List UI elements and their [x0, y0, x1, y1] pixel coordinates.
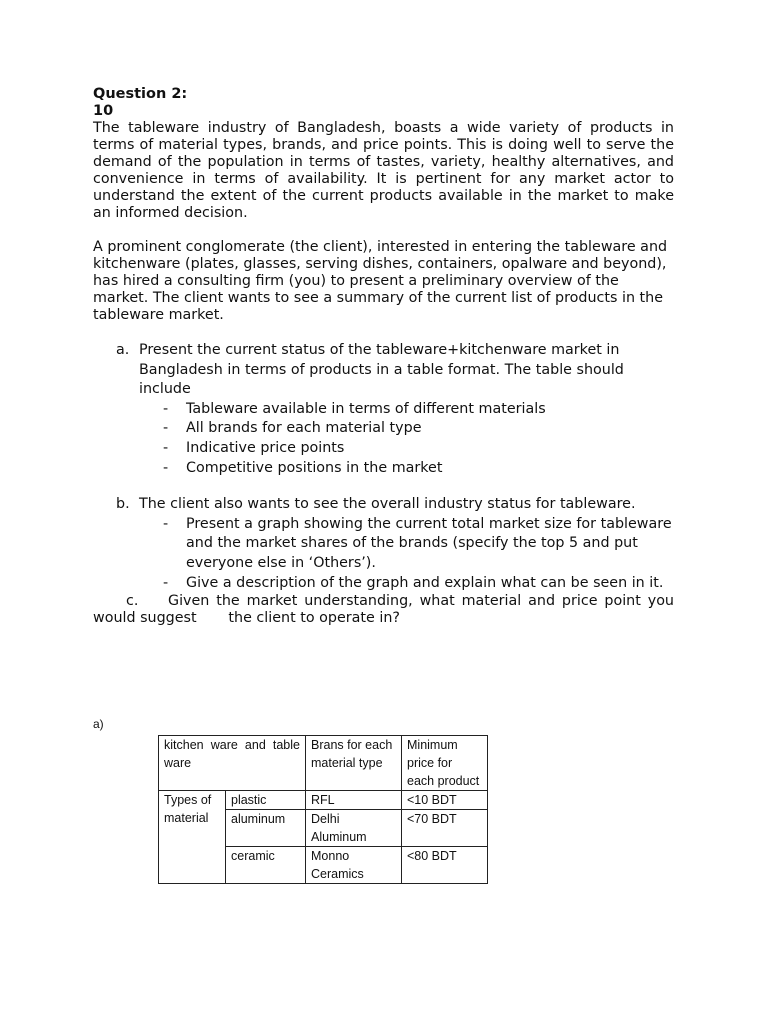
types-label: Types of material	[159, 791, 226, 884]
price-cell: <10 BDT	[402, 791, 488, 810]
item-a-bullets	[93, 400, 674, 478]
context-paragraph: A prominent conglomerate (the client), interested in entering the tableware and kitchenware (plates, glasses, serving dishes, containers, opalware and beyond), has hired a consulting firm (you) to present a preliminary overview of the market. The client wants to see a summary of the current list of products in the tableware market.	[93, 239, 668, 323]
table-row	[159, 791, 488, 810]
material-cell: ceramic	[226, 847, 306, 884]
item-a-marker: a.	[116, 342, 130, 358]
list-item: - Indicative price points	[163, 439, 345, 456]
material-cell: aluminum	[226, 810, 306, 847]
list-item: - Competitive positions in the market	[163, 459, 443, 476]
item-c-text-2: the client to operate in?	[228, 610, 400, 627]
item-a	[93, 341, 674, 478]
item-c-text-1: Given the market understanding, what material and price point you would suggest	[93, 593, 674, 627]
brand-cell: Monno Ceramics	[306, 847, 402, 884]
item-c-marker: c.	[126, 593, 139, 610]
list-item: - Give a description of the graph and explain what can be seen in it.	[163, 574, 664, 591]
item-b-text: The client also wants to see the overall industry status for tableware.	[139, 496, 636, 513]
item-b-bullets	[93, 515, 674, 593]
list-item: - All brands for each material type	[163, 420, 422, 437]
item-a-text: Present the current status of the tableware+kitchenware market in Bangladesh in terms of products in a table format. The table should include	[139, 342, 624, 398]
question-title: Question 2:	[93, 86, 188, 102]
header-brands: Brans for each material type	[306, 736, 402, 791]
brand-cell: Delhi Aluminum	[306, 810, 402, 847]
item-c	[93, 593, 674, 627]
intro-paragraph: The tableware industry of Bangladesh, boasts a wide variety of products in terms of material types, brands, and price points. This is doing well to serve the demand of the population in terms of tastes, variety, healthy alternatives, and convenience in terms of availability. It is pertinent for any market actor to understand the extent of the current products available in the market to make an informed decision.	[93, 120, 674, 221]
table-header-row	[159, 736, 488, 791]
question-marks: 10	[93, 103, 114, 119]
answer-label: a)	[93, 717, 104, 731]
list-item: - Present a graph showing the current total market size for tableware and the market shares of the brands (specify the top 5 and put everyone else in ‘Others’).	[163, 515, 672, 571]
market-table	[158, 735, 488, 884]
brand-cell: RFL	[306, 791, 402, 810]
item-b	[93, 495, 674, 593]
header-kitchenware: kitchen ware and table ware	[159, 736, 306, 791]
price-cell: <70 BDT	[402, 810, 488, 847]
list-item: - Tableware available in terms of different materials	[163, 400, 546, 417]
item-b-marker: b.	[116, 496, 130, 513]
header-price: Minimum price for each product	[402, 736, 488, 791]
price-cell: <80 BDT	[402, 847, 488, 884]
material-cell: plastic	[226, 791, 306, 810]
question-block	[93, 86, 674, 627]
